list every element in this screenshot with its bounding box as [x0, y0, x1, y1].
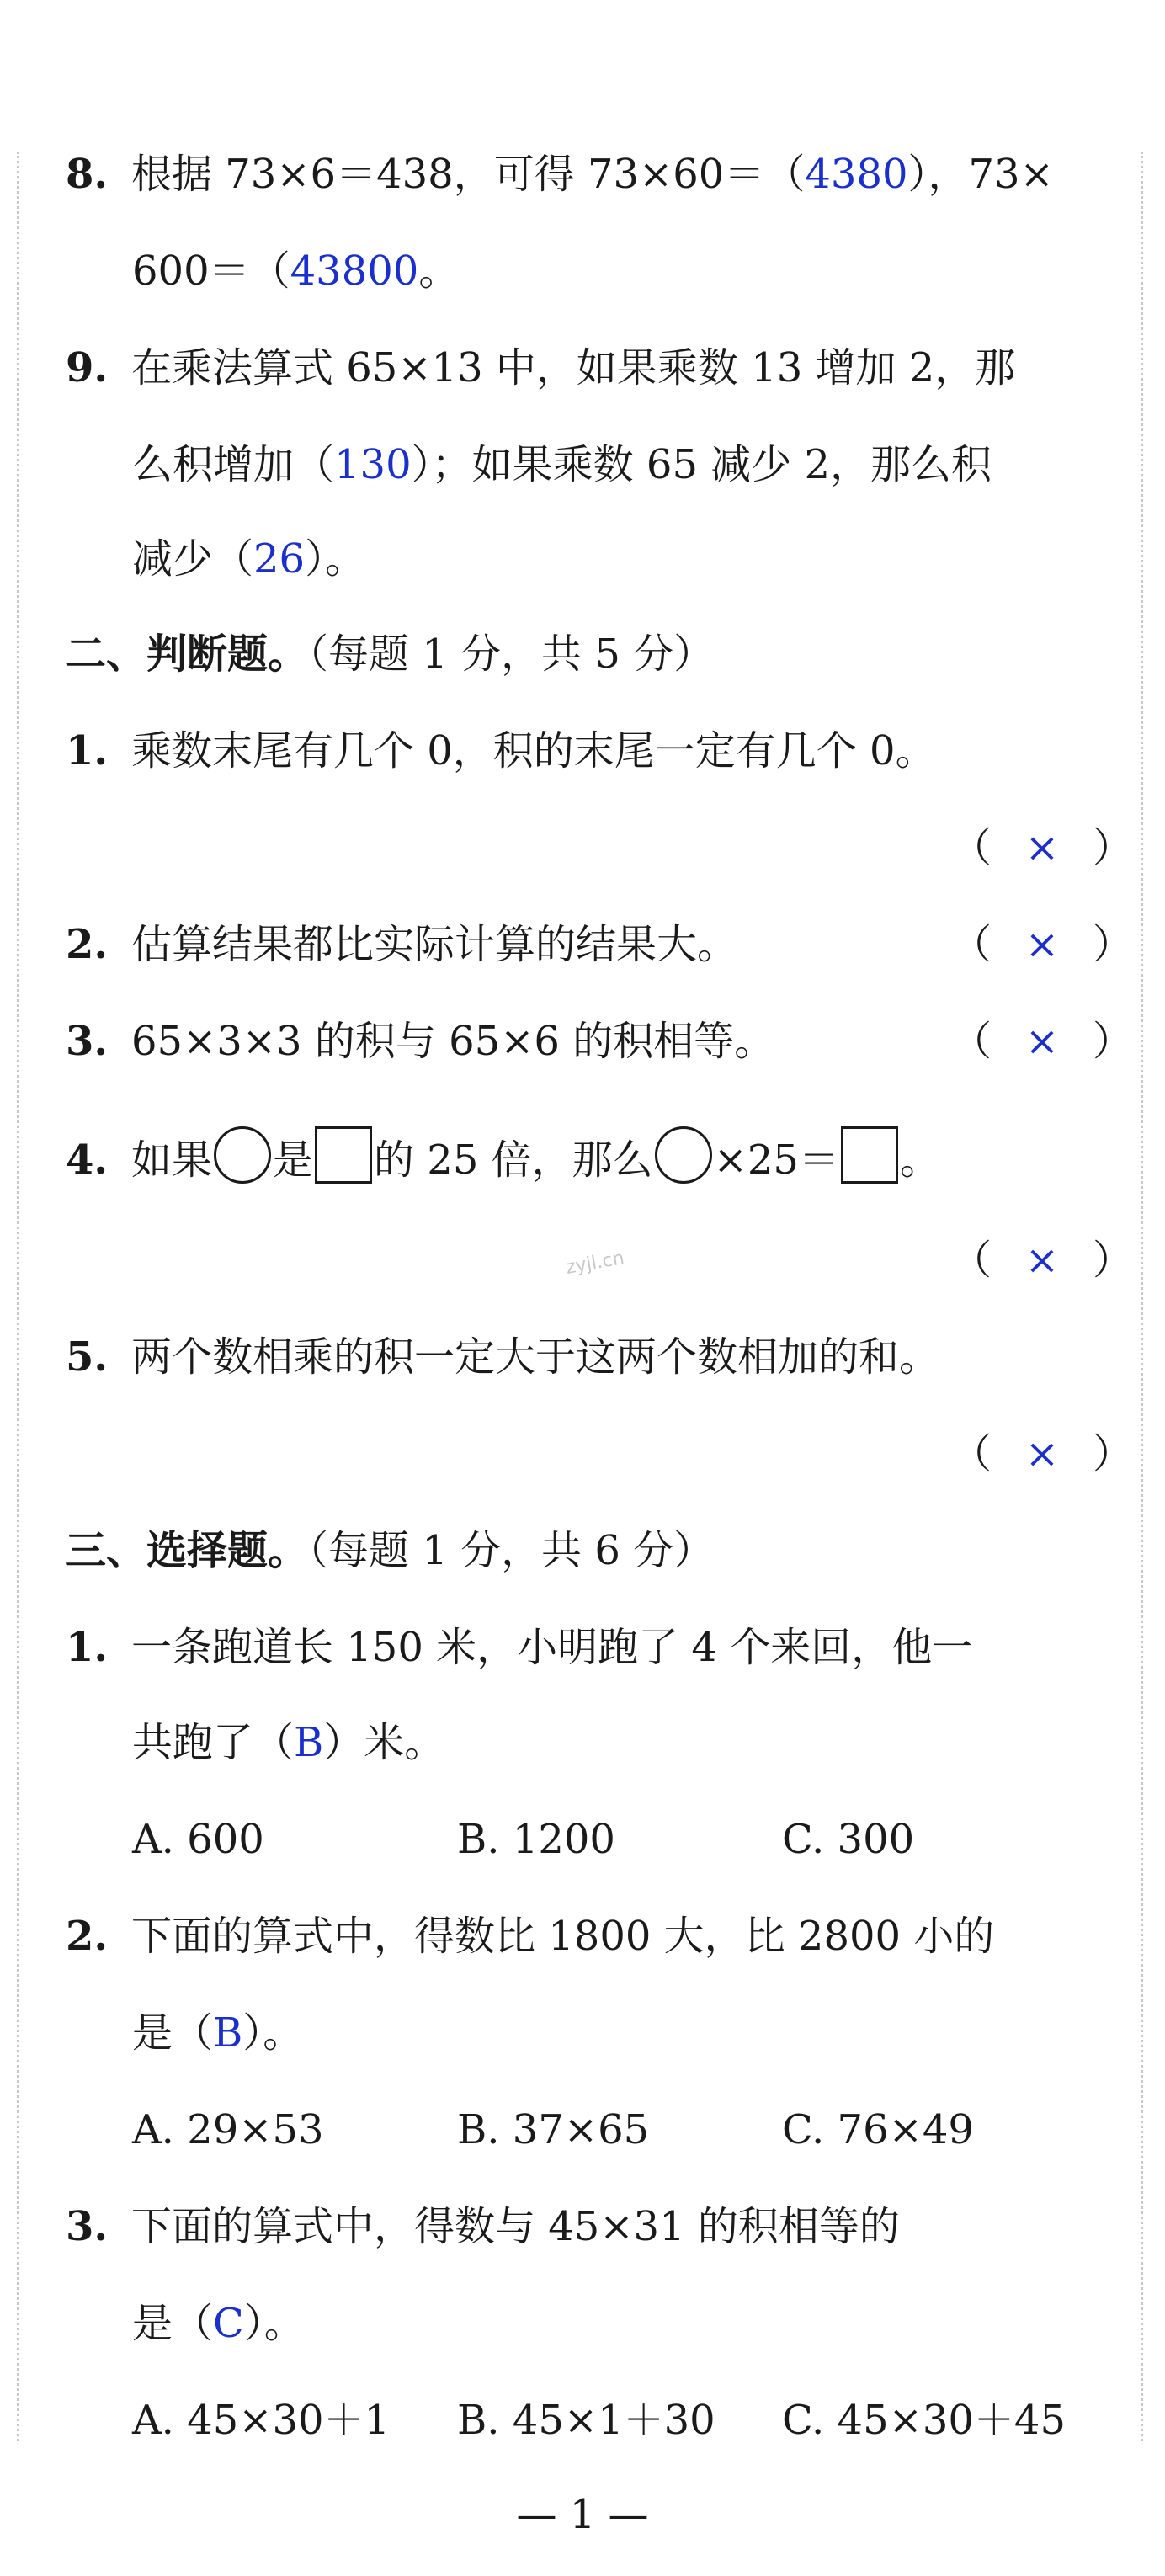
- option-c: C. 76×49: [782, 2106, 974, 2153]
- q8-number: 8.: [66, 151, 109, 198]
- q9-text-d: 减少（: [132, 535, 254, 583]
- judge-item-5: [66, 1330, 1109, 1384]
- choice-2-line1: [66, 1909, 1109, 1963]
- paren-open: （: [951, 1237, 992, 1284]
- square-shape-icon: [841, 1126, 898, 1184]
- judge-item-1: [66, 724, 1109, 778]
- judge-5-answer: ×: [1024, 1430, 1060, 1477]
- choice-1-text-b: 共跑了（: [132, 1719, 295, 1766]
- judge-3-number: 3.: [66, 1018, 109, 1065]
- q9-line2: [132, 438, 1165, 492]
- choice-3-text-b: 是（: [132, 2300, 214, 2347]
- choice-3-number: 3.: [66, 2203, 109, 2250]
- watermark: zyjl.cn: [564, 1248, 626, 1279]
- circle-shape-icon: [655, 1126, 712, 1184]
- paren-open: （: [951, 1018, 992, 1065]
- paren-close: ）: [1093, 824, 1134, 871]
- judge-5-text: 两个数相乘的积一定大于这两个数相加的和。: [131, 1333, 940, 1381]
- square-shape-icon: [315, 1126, 372, 1184]
- judge-5-answer-box: [951, 1427, 1134, 1481]
- q9-text-c: ）；如果乘数 65 减少 2，那么积: [411, 441, 992, 488]
- section2-heading: [66, 627, 1109, 681]
- choice-1-text-c: ）米。: [323, 1719, 445, 1766]
- paren-open: （: [951, 824, 992, 871]
- q9-line3: [132, 532, 1165, 586]
- judge-1-number: 1.: [66, 727, 109, 774]
- choice-1-options: [132, 1812, 1165, 1866]
- choice-2-line2: [132, 2006, 1165, 2060]
- judge-2-number: 2.: [66, 921, 109, 968]
- choice-1-text: 一条跑道长 150 米，小明跑了 4 个来回，他一: [131, 1624, 973, 1671]
- paren-close: ）: [1093, 1018, 1134, 1065]
- judge-4-text-c: 的 25 倍，那么: [374, 1136, 653, 1184]
- option-a: A. 45×30＋1: [132, 2397, 391, 2444]
- judge-2-answer: ×: [1024, 921, 1060, 968]
- choice-3-text-c: ）。: [243, 2300, 305, 2347]
- judge-4-text-d: ×25＝: [713, 1136, 839, 1184]
- judge-4-text-e: 。: [899, 1136, 940, 1184]
- choice-1-line2: [132, 1716, 1165, 1770]
- section3-title: 三、选择题。: [66, 1527, 309, 1574]
- judge-3-text: 65×3×3 的积与 65×6 的积相等。: [131, 1018, 775, 1065]
- judge-2-answer-box: [951, 918, 1134, 971]
- option-a: A. 600: [132, 1816, 264, 1863]
- q8-text-a: 根据 73×6＝438，可得 73×60＝（: [131, 151, 806, 198]
- section2-note: （每题 1 分，共 5 分）: [308, 631, 715, 678]
- q9-text-a: 在乘法算式 65×13 中，如果乘数 13 增加 2，那: [131, 344, 1016, 391]
- judge-1-answer-box: [951, 821, 1134, 875]
- paren-close: ）: [1093, 1237, 1134, 1284]
- choice-3-text: 下面的算式中，得数与 45×31 的积相等的: [131, 2203, 900, 2250]
- q9-text-e: ）。: [305, 535, 366, 583]
- judge-5-number: 5.: [66, 1333, 109, 1381]
- judge-1-answer: ×: [1024, 824, 1060, 871]
- paren-open: （: [951, 921, 992, 968]
- circle-shape-icon: [214, 1126, 271, 1184]
- choice-2-options: [132, 2103, 1165, 2157]
- option-c: C. 300: [782, 1816, 915, 1863]
- choice-1-answer: B: [294, 1719, 324, 1766]
- option-a: A. 29×53: [132, 2106, 324, 2153]
- choice-2-text-b: 是（: [132, 2009, 214, 2057]
- q8-answer1: 4380: [805, 151, 908, 198]
- option-b: B. 1200: [457, 1816, 615, 1863]
- choice-2-number: 2.: [66, 1913, 109, 1960]
- option-c: C. 45×30＋45: [782, 2397, 1066, 2444]
- option-b: B. 45×1＋30: [457, 2397, 715, 2444]
- q9-text-b: 么积增加（: [132, 441, 335, 488]
- judge-4-answer: ×: [1024, 1237, 1060, 1284]
- judge-item-4: [66, 1126, 1109, 1187]
- page-number: — 1 —: [516, 2491, 649, 2538]
- choice-2-text-c: ）。: [242, 2009, 304, 2057]
- paren-close: ）: [1093, 921, 1134, 968]
- section3-note: （每题 1 分，共 6 分）: [308, 1527, 715, 1574]
- choice-2-answer: B: [213, 2009, 243, 2057]
- judge-3-answer: ×: [1024, 1018, 1060, 1065]
- q8-answer2: 43800: [290, 247, 419, 295]
- left-dotted-margin: [17, 152, 19, 2441]
- judge-3-answer-box: [951, 1014, 1134, 1068]
- q8-text-d: 。: [418, 247, 460, 295]
- choice-3-line2: [132, 2297, 1165, 2350]
- choice-2-text: 下面的算式中，得数比 1800 大，比 2800 小的: [131, 1913, 995, 1960]
- q9-line1: [66, 341, 1109, 395]
- choice-3-options: [132, 2393, 1165, 2447]
- choice-1-number: 1.: [66, 1624, 109, 1671]
- section3-heading: [66, 1524, 1109, 1578]
- judge-4-text-b: 是: [273, 1136, 314, 1184]
- q9-number: 9.: [66, 344, 109, 391]
- q8-text-b: ），73×: [907, 151, 1054, 198]
- judge-4-text-a: 如果: [131, 1136, 213, 1184]
- judge-2-text: 估算结果都比实际计算的结果大。: [131, 921, 738, 968]
- judge-4-number: 4.: [66, 1136, 109, 1184]
- paren-close: ）: [1093, 1430, 1134, 1477]
- right-dotted-margin: [1141, 152, 1143, 2441]
- option-b: B. 37×65: [457, 2106, 650, 2153]
- q8-line2: [132, 244, 1165, 298]
- judge-1-text: 乘数末尾有几个 0，积的末尾一定有几个 0。: [131, 727, 936, 774]
- q8-text-c: 600＝（: [132, 247, 290, 295]
- choice-3-answer: C: [213, 2300, 244, 2347]
- q8-line1: [66, 147, 1109, 201]
- paren-open: （: [951, 1430, 992, 1477]
- q9-answer2: 26: [253, 535, 306, 583]
- choice-3-line1: [66, 2200, 1109, 2254]
- judge-4-answer-box: [951, 1233, 1134, 1287]
- choice-1-line1: [66, 1621, 1109, 1674]
- section2-title: 二、判断题。: [66, 631, 309, 678]
- q9-answer1: 130: [334, 441, 412, 488]
